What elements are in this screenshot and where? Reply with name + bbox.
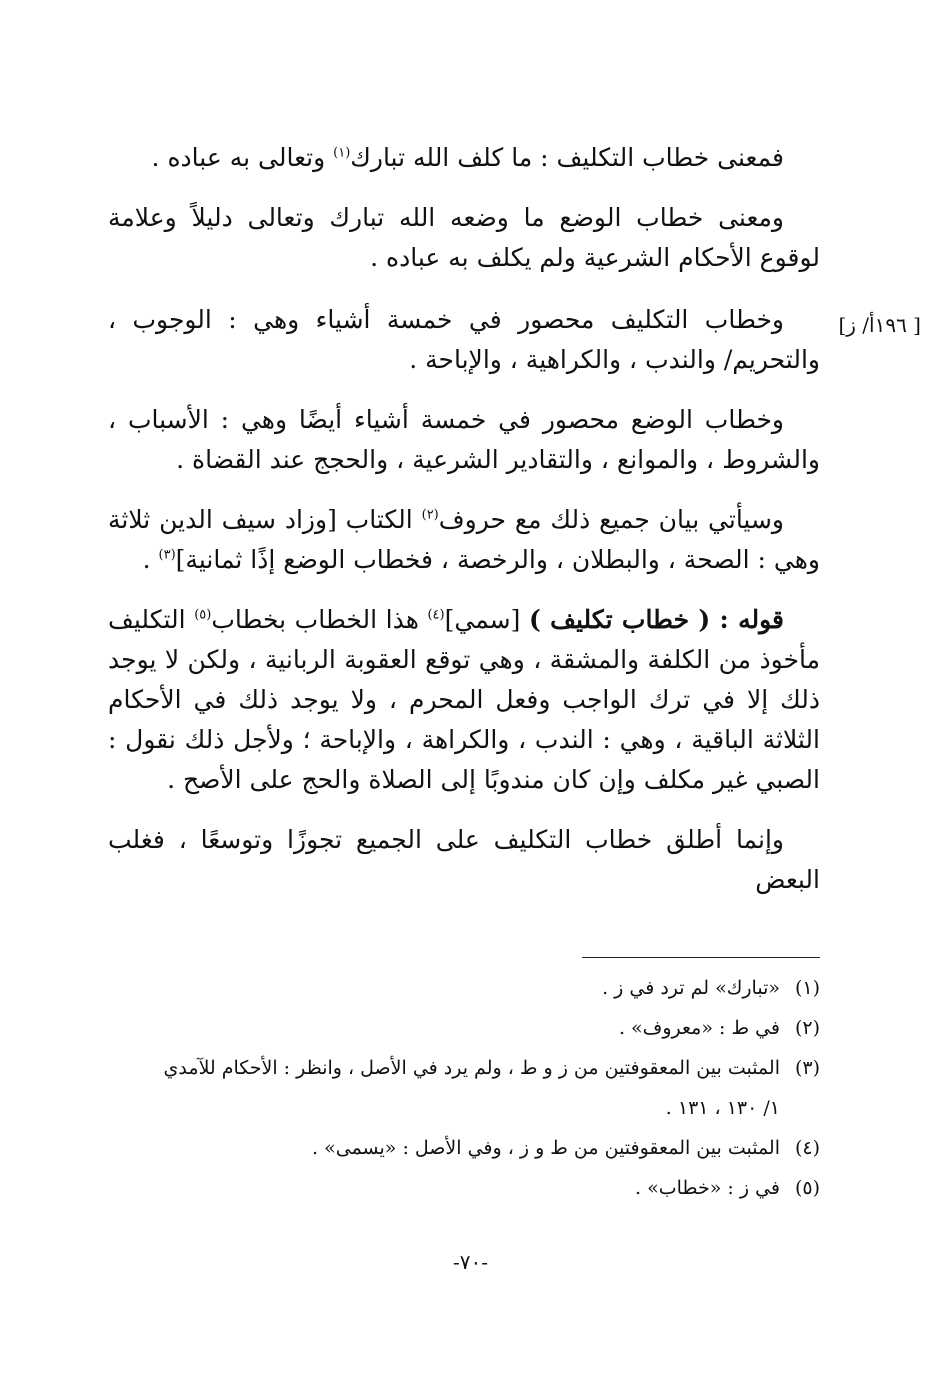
footnote-number: (٥) [794,1177,820,1199]
footnote-number: (٤) [794,1137,820,1159]
footnote-text: «تبارك» لم ترد في ز . [602,977,780,999]
footnote-item [108,1048,820,1088]
text-span: الكتاب [وزاد سيف الدين ثلاثة وهي : الصحة ، والبطلان ، والرخصة ، فخطاب الوضع إذًا ثمانية] [108,505,820,574]
margin-folio-note: [ ١٩٦أ/ ز] [838,313,921,337]
paragraph-6 [108,600,820,800]
footnote-item [108,1168,820,1208]
footnote-text: في ط : «معروف» . [618,1017,780,1039]
text-span: وتعالى به عباده . [151,143,334,172]
footnote-item [108,968,820,1008]
footnote-item [108,1128,820,1168]
footnote-text: المثبت بين المعقوفتين من ز و ط ، ولم يرد في الأصل ، وانظر : الأحكام للآمدي [163,1057,780,1079]
text-span: وسيأتي بيان جميع ذلك مع حروف [438,505,784,534]
paragraph-2: ومعنى خطاب الوضع ما وضعه الله تبارك وتعالى دليلاً وعلامة لوقوع الأحكام الشرعية ولم يكلف به عباده . [108,203,820,272]
footnote-item [108,1008,820,1048]
footnote-text: في ز : «خطاب» . [635,1177,780,1199]
footnote-ref-3[interactable]: (٣) [158,547,176,563]
main-text [108,138,820,920]
footnote-number: (٣) [794,1057,820,1079]
paragraph-4: وخطاب الوضع محصور في خمسة أشياء أيضًا وهي : الأسباب ، والشروط ، والموانع ، والتقادير الشرعية ، والحجج عند القضاة . [108,405,820,474]
text-span: فمعنى خطاب التكليف : ما كلف الله تبارك [350,143,784,172]
footnote-ref-4[interactable]: (٤) [427,607,445,623]
footnote-ref-1[interactable]: (١) [333,145,351,161]
page-number: -٧٠- [452,1250,488,1274]
footnotes [108,968,820,1208]
footnote-text: المثبت بين المعقوفتين من ط و ز ، وفي الأصل : «يسمى» . [312,1137,780,1159]
text-span: التكليف مأخوذ من الكلفة والمشقة ، وهي توقع العقوبة الربانية ، ولكن لا يوجد ذلك إلا في ترك الواجب وفعل المحرم ، ولا يوجد ذلك في الأحكام الثلاثة الباقية ، وهي : الندب ، والكراهة ، والإباحة ؛ ولأجل ذلك نقول : الصبي غير مكلف وإن كان مندوبًا إلى الصلاة والحج على الأصح . [108,605,820,794]
text-span: . [142,545,159,574]
footnote-ref-2[interactable]: (٢) [421,507,439,523]
text-span: هذا الخطاب بخطاب [211,605,428,634]
text-span: [سمي] [444,605,529,634]
paragraph-1 [108,138,820,178]
lemma-heading: قوله : ( خطاب تكليف ) [528,605,784,634]
footnote-number: (٢) [794,1017,820,1039]
paragraph-7: وإنما أطلق خطاب التكليف على الجميع تجوزًا وتوسعًا ، فغلب البعض [108,825,820,894]
footnote-divider [582,957,820,958]
footnote-continuation: ١/ ١٣٠ ، ١٣١ . [665,1097,780,1119]
footnote-number: (١) [794,977,820,999]
footnote-ref-5[interactable]: (٥) [194,607,212,623]
paragraph-3: وخطاب التكليف محصور في خمسة أشياء وهي : الوجوب ، والتحريم/ والندب ، والكراهية ، والإباحة . [108,305,820,374]
paragraph-5 [108,500,820,580]
